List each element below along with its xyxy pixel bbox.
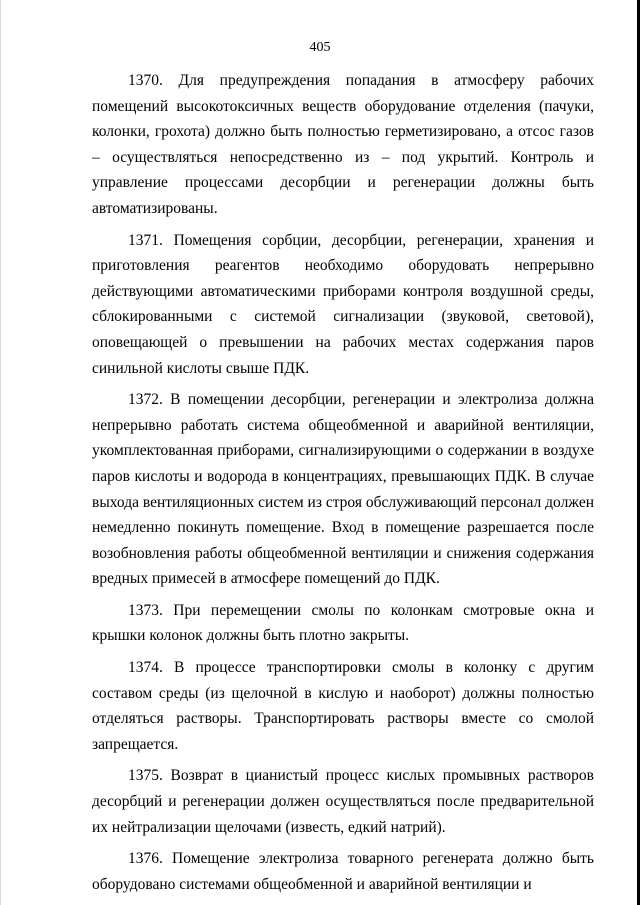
- paragraph-1376: 1376. Помещение электролиза товарного регенерата должно быть оборудовано системами общеобменной и аварийной вентиляции и: [92, 850, 594, 893]
- paragraph-1375: 1375. Возврат в цианистый процесс кислых промывных растворов десорбций и регенерации должен осуществляться после предварительной их нейтрализации щелочами (известь, едкий натрий).: [92, 767, 594, 836]
- paragraph-1372: 1372. В помещении десорбции, регенерации и электролиза должна непрерывно работать система общеобменной и аварийной вентиляции, укомплектованная приборами, сигнализирующими о содержании в воздухе паров кислоты и водорода в концентрациях, превышающих ПДК. В случае выхода вентиляционных систем из строя обслуживающий персонал должен немедленно покинуть помещение. Вход в помещение разрешается после возобновления работы общеобменной вентиляции и снижения содержания вредных примесей в атмосфере помещений до ПДК.: [92, 391, 594, 588]
- body-text: [92, 68, 594, 903]
- paragraph-1373: 1373. При перемещении смолы по колонкам смотровые окна и крышки колонок должны быть плотно закрыты.: [92, 601, 594, 645]
- scan-left-edge: [0, 0, 1, 905]
- paragraph-1371: 1371. Помещения сорбции, десорбции, регенерации, хранения и приготовления реагентов необходимо оборудовать непрерывно действующими автоматическими приборами контроля воздушной среды, сблокированными с системой сигнализации (звуковой, световой), оповещающей о превышении на рабочих местах содержания паров синильной кислоты свыше ПДК.: [92, 231, 594, 377]
- paragraph-1374: 1374. В процессе транспортировки смолы в колонку с другим составом среды (из щелочной в кислую и наоборот) должны полностью отделяться растворы. Транспортировать растворы вместе со смолой запрещается.: [92, 659, 594, 753]
- paragraph-1370: 1370. Для предупреждения попадания в атмосферу рабочих помещений высокотоксичных веществ оборудование отделения (пачуки, колонки, грохота) должно быть полностью герметизировано, а отсос газов – осуществляться непосредственно из – под укрытий. Контроль и управление процессами десорбции и регенерации должны быть автоматизированы.: [92, 72, 594, 217]
- page-number: 405: [309, 40, 331, 55]
